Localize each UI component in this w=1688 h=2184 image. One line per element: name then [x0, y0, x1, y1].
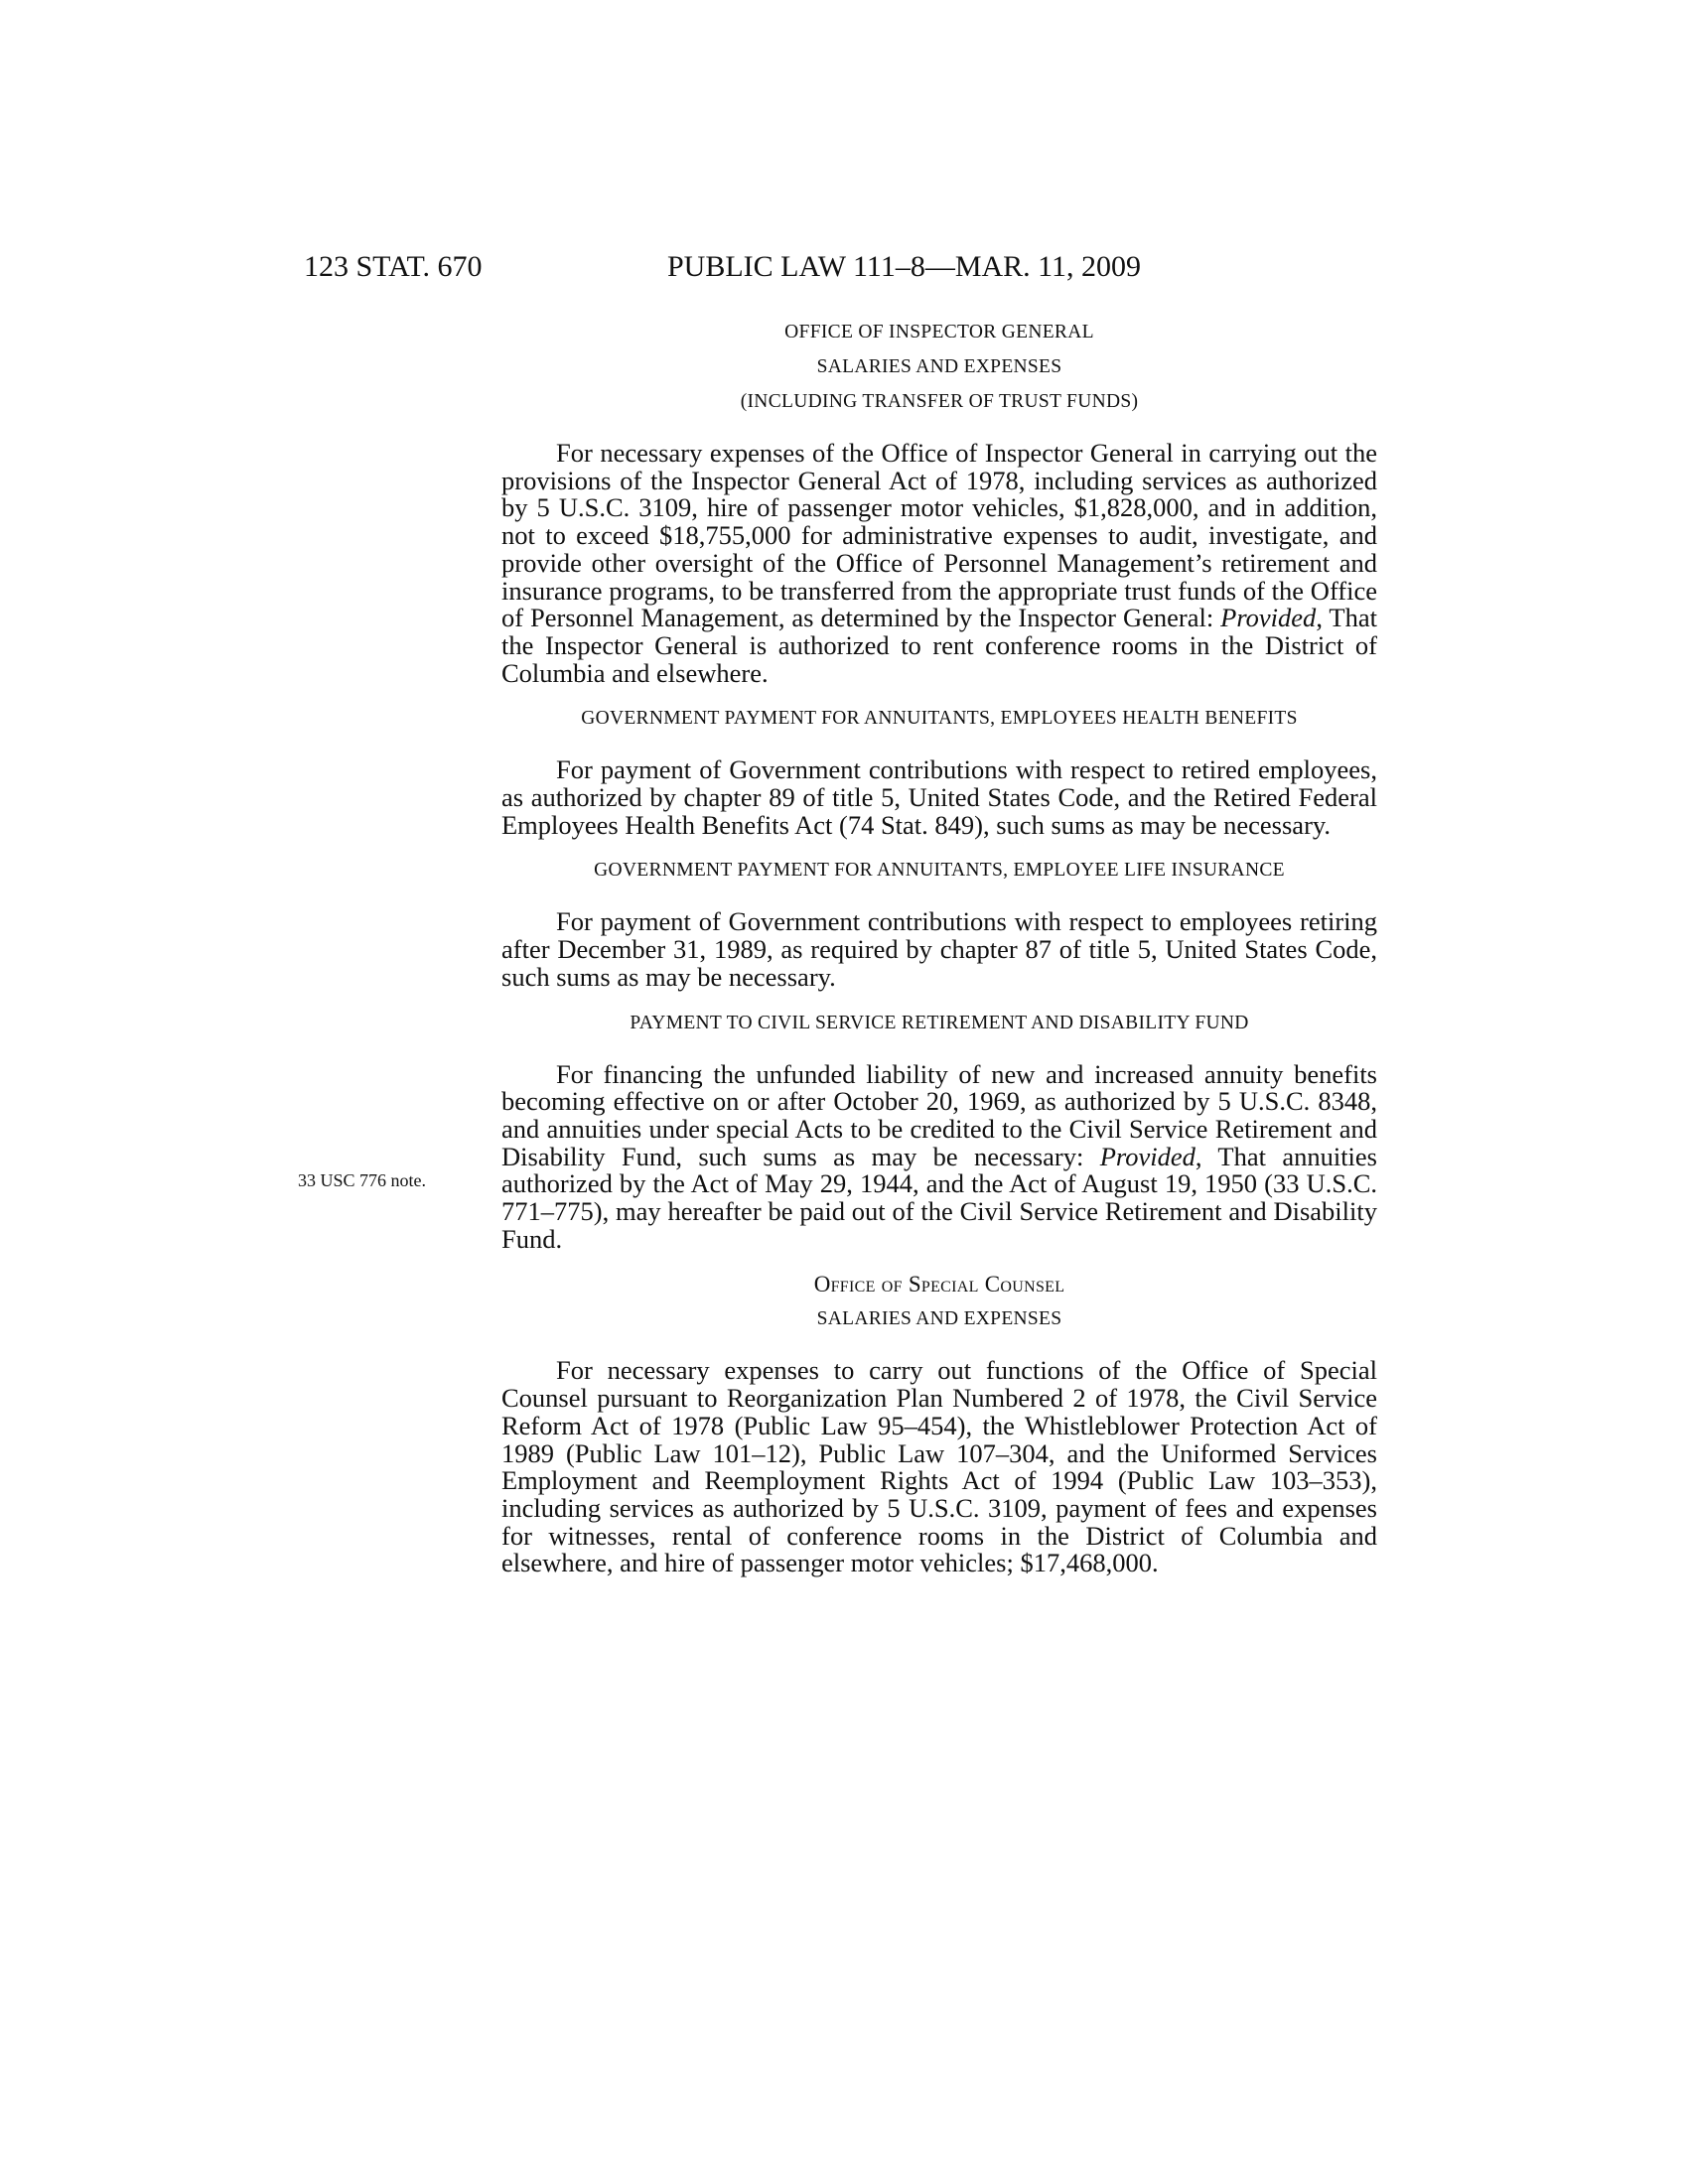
- csrdf-section: [298, 1058, 1377, 1254]
- csrdf-proviso: Provided: [1099, 1141, 1196, 1171]
- csrdf-paragraph: [501, 1058, 1377, 1254]
- oig-sub-heading: SALARIES AND EXPENSES: [816, 356, 1062, 377]
- statute-page-reference: 123 STAT. 670: [304, 250, 483, 283]
- page-header: [0, 250, 1688, 290]
- csrdf-text-part-b: , That annuities authorized by the Act of May 29, 1944, and the Act of August 19, 1950 (33 U.S.C. 771–775), may hereafter be paid out of the Civil Service Retirement and Disability Fund.: [501, 1141, 1377, 1254]
- osc-heading: Office of Special Counsel: [813, 1272, 1065, 1297]
- oig-paragraph: [501, 440, 1377, 687]
- health-benefits-paragraph: For payment of Government contributions with respect to retired employees, as authorized by chapter 89 of title 5, United States Code, and the Retired Federal Employees Health Benefits Act (74 Stat. 849), such sums as may be necessary.: [501, 754, 1377, 840]
- csrdf-heading: PAYMENT TO CIVIL SERVICE RETIREMENT AND DISABILITY FUND: [630, 1012, 1249, 1033]
- margin-note: 33 USC 776 note.: [298, 1169, 427, 1190]
- public-law-title: PUBLIC LAW 111–8—MAR. 11, 2009: [667, 250, 1142, 283]
- oig-proviso: Provided: [1220, 603, 1317, 633]
- oig-transfer-heading: (INCLUDING TRANSFER OF TRUST FUNDS): [740, 391, 1139, 412]
- life-insurance-paragraph: For payment of Government contributions with respect to employees retiring after December 31, 1989, as required by chapter 87 of title 5, United States Code, such sums as may be necessary.: [501, 906, 1377, 992]
- health-benefits-heading: GOVERNMENT PAYMENT FOR ANNUITANTS, EMPLOYEES HEALTH BENEFITS: [581, 708, 1298, 730]
- osc-paragraph: For necessary expenses to carry out functions of the Office of Special Counsel pursuant to Reorganization Plan Numbered 2 of 1978, the Civil Service Reform Act of 1978 (Public Law 95–454), the Whistleblower Protection Act of 1989 (Public Law 101–12), Public Law 107–304, and the Uniformed Services Employment and Reemployment Rights Act of 1994 (Public Law 103–353), including services as authorized by 5 U.S.C. 3109, payment of fees and expenses for witnesses, rental of conference rooms in the District of Columbia and elsewhere, and hire of passenger motor vehicles; $17,468,000.: [501, 1355, 1377, 1578]
- oig-text-part-a: For necessary expenses of the Office of Inspector General in carrying out the provisions of the Inspector General Act of 1978, including services as authorized by 5 U.S.C. 3109, hire of passenger motor vehicles, $1,828,000, and in addition, not to exceed $18,755,000 for administrative expenses to audit, investigate, and provide other oversight of the Office of Personnel Management’s retirement and insurance programs, to be transferred from the appropriate trust funds of the Office of Personnel Management, as determined by the Inspector General:: [501, 438, 1377, 633]
- csrdf-text-part-a: For financing the unfunded liability of new and increased annuity benefits becoming effective on or after October 20, 1969, as authorized by 5 U.S.C. 8348, and annuities under special Acts to be credited to the Civil Service Retirement and Disability Fund, such sums as may be necessary:: [501, 1058, 1377, 1171]
- document-body: [298, 320, 1377, 1596]
- life-insurance-heading: GOVERNMENT PAYMENT FOR ANNUITANTS, EMPLOYEE LIFE INSURANCE: [594, 860, 1285, 882]
- oig-text-part-b: , That the Inspector General is authorized to rent conference rooms in the District of Columbia and elsewhere.: [501, 603, 1377, 688]
- osc-sub-heading: SALARIES AND EXPENSES: [816, 1308, 1062, 1330]
- oig-heading: OFFICE OF INSPECTOR GENERAL: [784, 322, 1094, 342]
